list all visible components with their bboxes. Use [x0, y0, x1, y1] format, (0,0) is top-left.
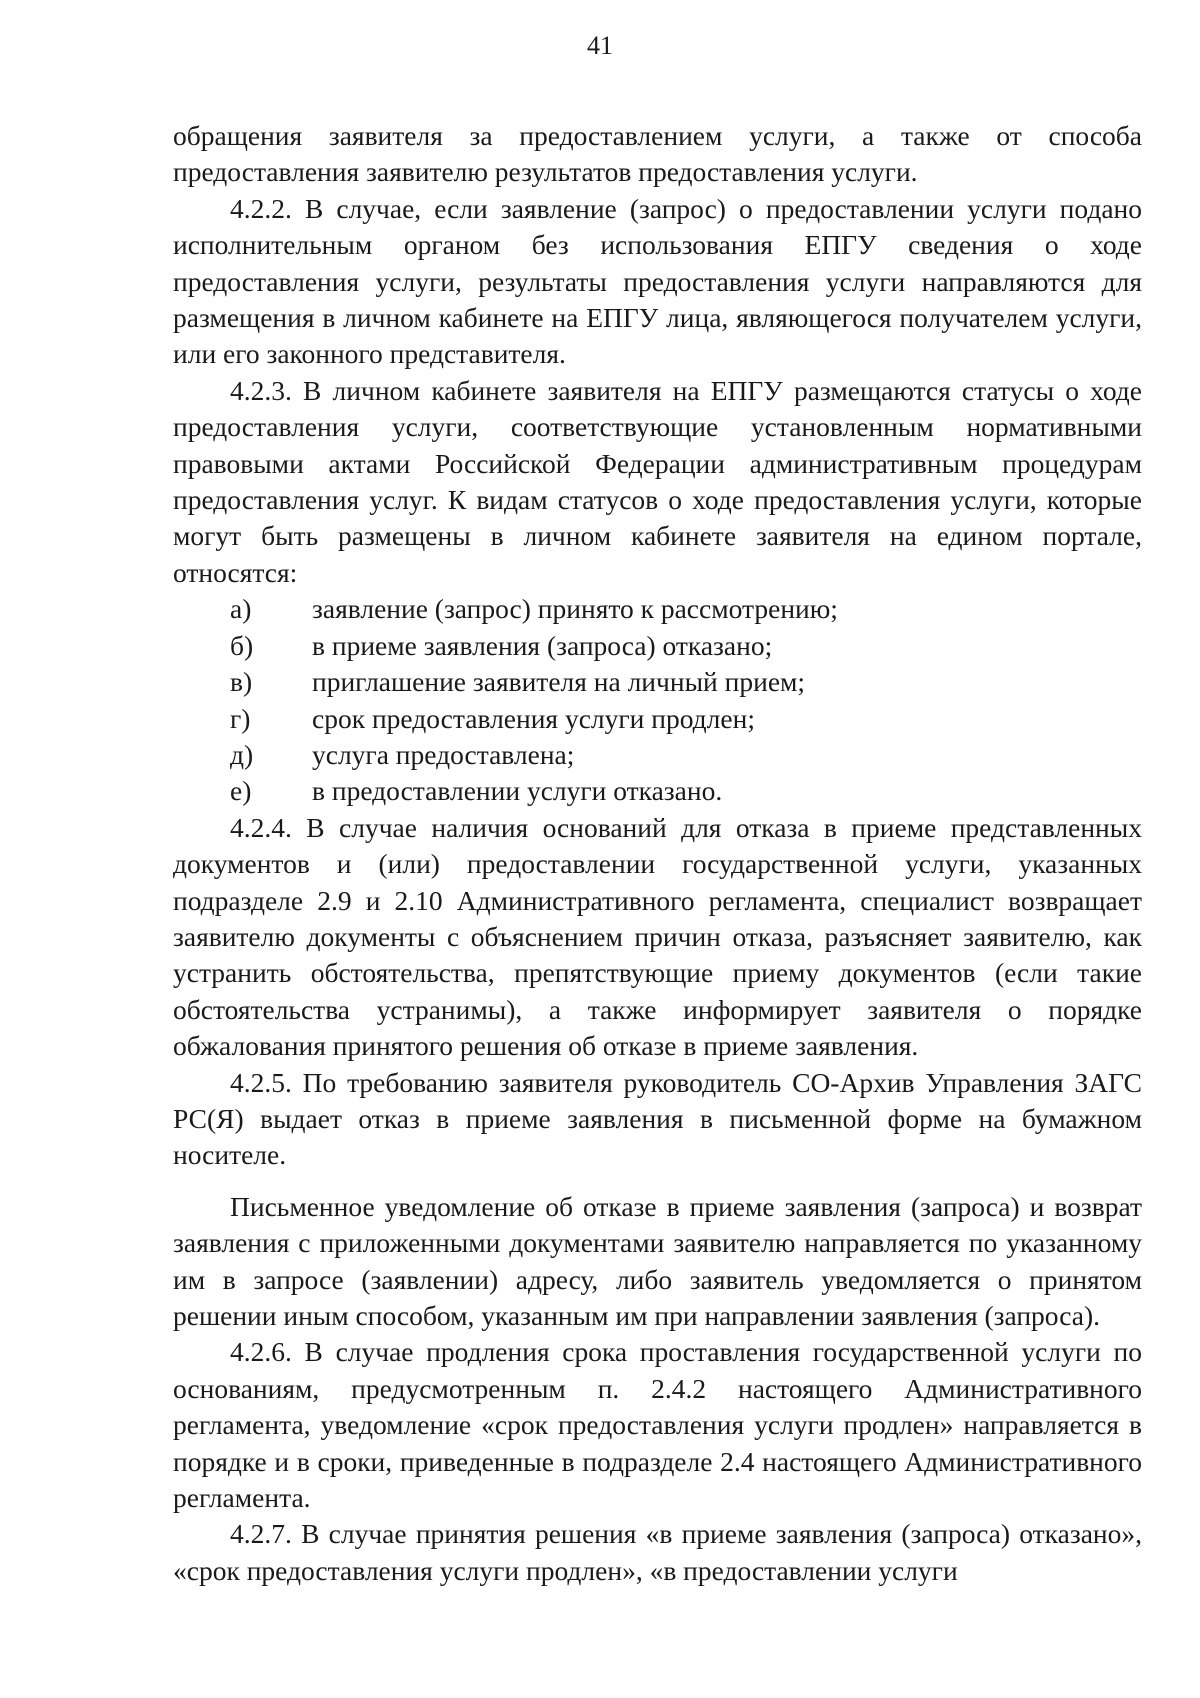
list-item-letter: е)	[230, 775, 252, 807]
paragraph-4-2-3: 4.2.3. В личном кабинете заявителя на ЕПГУ размещаются статусы о ходе предоставления услуги, соответствующие установленным нормативными правовыми актами Российской Федерации административным процедурам предоставления услуг. К видам статусов о ходе предоставления услуги, которые могут быть размещены в личном кабинете заявителя на едином портале, относятся:	[173, 374, 1142, 588]
list-item	[173, 737, 1142, 773]
list-item-letter: в)	[230, 666, 253, 698]
status-list	[173, 591, 1142, 809]
list-item	[173, 628, 1142, 664]
list-item-letter: д)	[230, 738, 254, 770]
paragraph-4-2-6: 4.2.6. В случае продления срока проставления государственной услуги по основаниям, предусмотренным п. 2.4.2 настоящего Административного регламента, уведомление «срок предоставления услуги продлен» направляется в порядке и в сроки, приведенные в подразделе 2.4 настоящего Административного регламента.	[173, 1336, 1142, 1514]
list-item-text: в приеме заявления (запроса) отказано;	[312, 629, 773, 661]
list-item	[173, 701, 1142, 737]
list-item-text: заявление (запрос) принято к рассмотрению;	[312, 593, 838, 625]
paragraph-continuation: обращения заявителя за предоставлением услуги, а также от способа предоставления заявителю результатов предоставления услуги.	[173, 120, 1142, 188]
list-item	[173, 591, 1142, 627]
list-item	[173, 664, 1142, 700]
list-item-letter: б)	[230, 629, 254, 661]
paragraph-4-2-2: 4.2.2. В случае, если заявление (запрос) о предоставлении услуги подано исполнительным органом без использования ЕПГУ сведения о ходе предоставления услуги, результаты предоставления услуги направляются для размещения в личном кабинете на ЕПГУ лица, являющегося получателем услуги, или его законного представителя.	[173, 192, 1142, 370]
list-item	[173, 773, 1142, 809]
list-item-letter: г)	[230, 702, 251, 734]
list-item-text: приглашение заявителя на личный прием;	[312, 666, 806, 698]
paragraph-4-2-7: 4.2.7. В случае принятия решения «в приеме заявления (запроса) отказано», «срок предоставления услуги продлен», «в предоставлении услуги	[173, 1518, 1142, 1586]
list-item-text: услуга предоставлена;	[312, 738, 575, 770]
paragraph-written-notice: Письменное уведомление об отказе в приеме заявления (запроса) и возврат заявления с приложенными документами заявителю направляется по указанному им в запросе (заявлении) адресу, либо заявитель уведомляется о принятом решении иным способом, указанным им при направлении заявления (запроса).	[173, 1190, 1142, 1331]
document-body	[173, 118, 1142, 1589]
list-item-text: срок предоставления услуги продлен;	[312, 702, 755, 734]
page-number: 41	[587, 31, 613, 60]
list-item-letter: а)	[230, 593, 252, 625]
paragraph-4-2-5: 4.2.5. По требованию заявителя руководитель СО-Архив Управления ЗАГС РС(Я) выдает отказ в приеме заявления в письменной форме на бумажном носителе.	[173, 1066, 1142, 1171]
list-item-text: в предоставлении услуги отказано.	[312, 775, 723, 807]
paragraph-4-2-4: 4.2.4. В случае наличия оснований для отказа в приеме представленных документов и (или) предоставлении государственной услуги, указанных подразделе 2.9 и 2.10 Административного регламента, специалист возвращает заявителю документы с объяснением причин отказа, разъясняет заявителю, как устранить обстоятельства, препятствующие приему документов (если такие обстоятельства устранимы), а также информирует заявителя о порядке обжалования принятого решения об отказе в приеме заявления.	[173, 811, 1142, 1062]
